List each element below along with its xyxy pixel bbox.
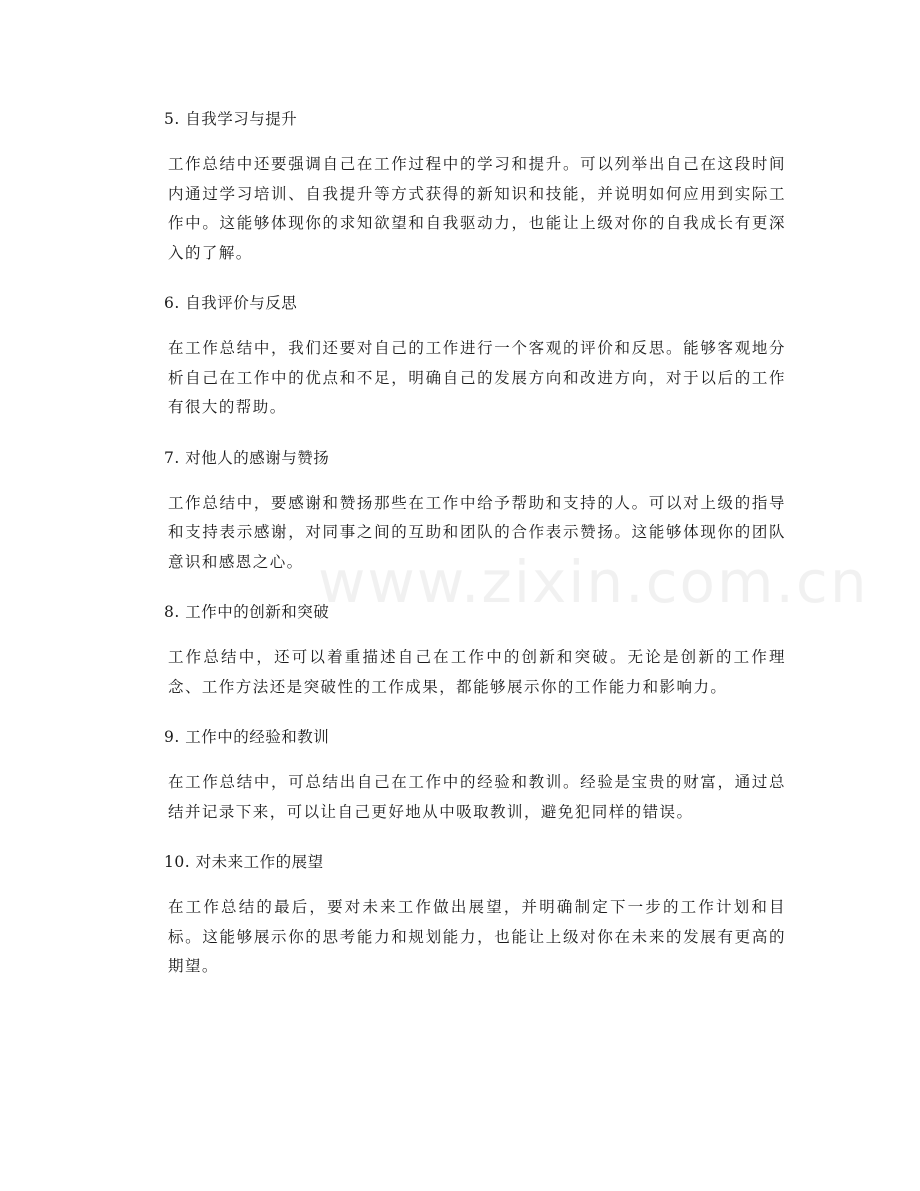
- section-8: [166, 597, 786, 702]
- section-paragraph: 工作总结中，要感谢和赞扬那些在工作中给予帮助和支持的人。可以对上级的指导和支持表示感谢，对同事之间的互助和团队的合作表示赞扬。这能够体现你的团队意识和感恩之心。: [168, 493, 786, 571]
- section-paragraph: 在工作总结中，可总结出自己在工作中的经验和教训。经验是宝贵的财富，通过总结并记录下来，可以让自己更好地从中吸取教训，避免犯同样的错误。: [168, 773, 786, 821]
- section-5: [166, 104, 786, 268]
- section-6: [166, 288, 786, 423]
- document-content: [166, 104, 786, 1002]
- section-heading: 10. 对未来工作的展望: [164, 853, 324, 871]
- section-10: [166, 847, 786, 982]
- section-heading: 5. 自我学习与提升: [164, 110, 298, 128]
- section-9: [166, 722, 786, 827]
- section-heading: 7. 对他人的感谢与赞扬: [164, 448, 330, 467]
- watermark: www.zixin.com.cn: [318, 548, 869, 616]
- section-paragraph: 在工作总结的最后，要对未来工作做出展望，并明确制定下一步的工作计划和目标。这能够展示你的思考能力和规划能力，也能让上级对你在未来的发展有更高的期望。: [168, 898, 786, 975]
- section-heading: 8. 工作中的创新和突破: [164, 603, 330, 621]
- section-7: [166, 443, 786, 578]
- section-paragraph: 工作总结中，还可以着重描述自己在工作中的创新和突破。无论是创新的工作理念、工作方法还是突破性的工作成果，都能够展示你的工作能力和影响力。: [168, 648, 786, 696]
- section-paragraph: 在工作总结中，我们还要对自己的工作进行一个客观的评价和反思。能够客观地分析自己在工作中的优点和不足，明确自己的发展方向和改进方向，对于以后的工作有很大的帮助。: [168, 339, 786, 416]
- section-heading: 6. 自我评价与反思: [164, 294, 298, 312]
- section-heading: 9. 工作中的经验和教训: [164, 728, 330, 746]
- section-paragraph: 工作总结中还要强调自己在工作过程中的学习和提升。可以列举出自己在这段时间内通过学习培训、自我提升等方式获得的新知识和技能，并说明如何应用到实际工作中。这能够体现你的求知欲望和自我驱动力，也能让上级对你的自我成长有更深入的了解。: [168, 155, 786, 262]
